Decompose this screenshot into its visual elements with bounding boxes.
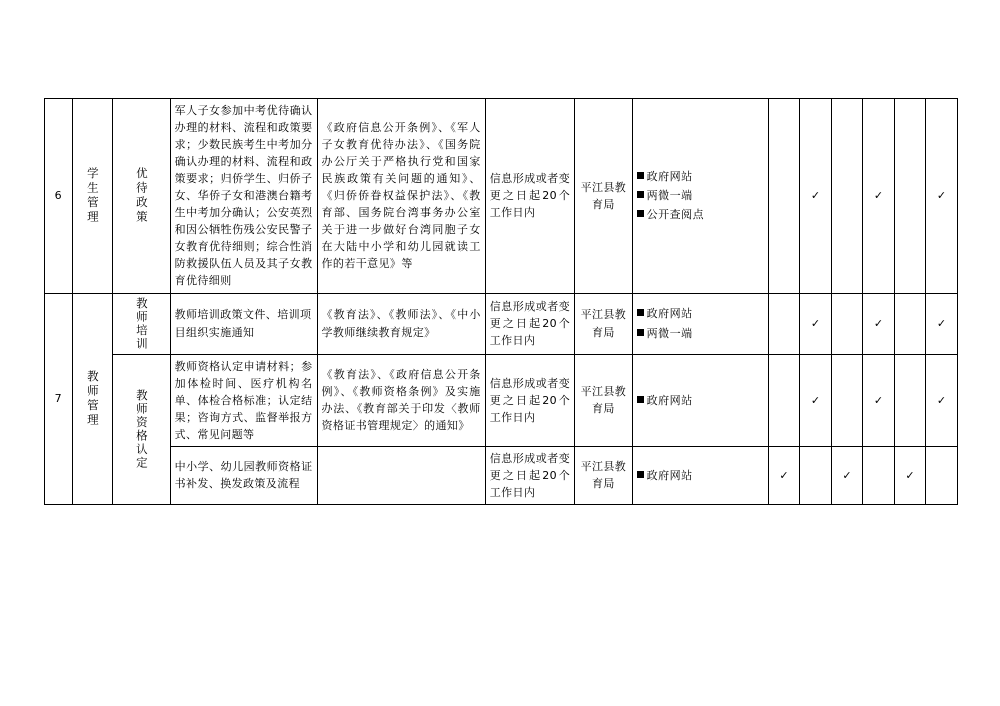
- channel-item: 两微一端: [646, 326, 693, 340]
- table-row: [45, 293, 958, 354]
- row-mark-6: [926, 446, 958, 504]
- row-mark-3: [831, 99, 863, 294]
- row-mark-5: [894, 354, 926, 446]
- row-mark-3: ✓: [831, 446, 863, 504]
- row-organ: 平江县教育局: [575, 99, 632, 294]
- row-basis: 《政府信息公开条例》、《军人子女教育优待办法》、《国务院办公厅关于严格执行党和国家民族政策有关问题的通知》、《归侨侨眷权益保护法》、《教育部、国务院台湾事务办公室关于进一步做好台湾同胞子女在大陆中小学和幼儿园就读工作的若干意见》等: [317, 99, 485, 294]
- row-subcategory-label: 教师资格认定: [134, 388, 149, 470]
- bullet-square-icon: [637, 210, 644, 217]
- row-subcategory: [113, 99, 170, 294]
- row-basis: 《教育法》、《政府信息公开条例》、《教师资格条例》及实施办法、《教育部关于印发〈教师资格证书管理规定〉的通知》: [317, 354, 485, 446]
- row-mark-5: ✓: [894, 446, 926, 504]
- row-organ: 平江县教育局: [575, 354, 632, 446]
- row-subcategory: [113, 354, 170, 504]
- row-channels: [632, 293, 768, 354]
- row-basis: 《教育法》、《教师法》、《中小学教师继续教育规定》: [317, 293, 485, 354]
- row-organ: 平江县教育局: [575, 446, 632, 504]
- table-row: [45, 354, 958, 446]
- row-mark-1: [768, 99, 800, 294]
- row-mark-4: ✓: [863, 99, 895, 294]
- row-category-label: 学生管理: [85, 166, 100, 225]
- row-mark-5: [894, 293, 926, 354]
- table-row: [45, 446, 958, 504]
- row-mark-1: ✓: [768, 446, 800, 504]
- row-category: [72, 293, 112, 504]
- row-mark-2: ✓: [800, 293, 832, 354]
- row-time-limit: 信息形成或者变更之日起20个工作日内: [485, 293, 574, 354]
- row-channels: [632, 446, 768, 504]
- row-mark-6: ✓: [926, 293, 958, 354]
- channel-item: 政府网站: [646, 169, 693, 183]
- row-content: 教师资格认定申请材料；参加体检时间、医疗机构名单、体检合格标准；认定结果；咨询方式、监督举报方式、常见问题等: [170, 354, 317, 446]
- row-mark-2: [800, 446, 832, 504]
- table-row: [45, 99, 958, 294]
- row-content: 教师培训政策文件、培训项目组织实施通知: [170, 293, 317, 354]
- bullet-square-icon: [637, 396, 644, 403]
- table-container: [44, 98, 958, 505]
- bullet-square-icon: [637, 471, 644, 478]
- row-mark-6: ✓: [926, 99, 958, 294]
- row-mark-1: [768, 354, 800, 446]
- bullet-square-icon: [637, 191, 644, 198]
- channel-item: 公开查阅点: [646, 208, 705, 222]
- row-subcategory: [113, 293, 170, 354]
- bullet-square-icon: [637, 329, 644, 336]
- row-content: 中小学、幼儿园教师资格证书补发、换发政策及流程: [170, 446, 317, 504]
- disclosure-table: [44, 98, 958, 505]
- row-index: 6: [45, 99, 73, 294]
- row-channels: [632, 99, 768, 294]
- channel-item: 政府网站: [646, 393, 693, 407]
- row-mark-2: ✓: [800, 99, 832, 294]
- bullet-square-icon: [637, 309, 644, 316]
- row-category-label: 教师管理: [85, 369, 100, 428]
- row-mark-4: ✓: [863, 354, 895, 446]
- row-time-limit: 信息形成或者变更之日起20个工作日内: [485, 354, 574, 446]
- row-mark-1: [768, 293, 800, 354]
- row-time-limit: 信息形成或者变更之日起20个工作日内: [485, 99, 574, 294]
- bullet-square-icon: [637, 172, 644, 179]
- channel-item: 政府网站: [646, 468, 693, 482]
- row-subcategory-label: 优待政策: [134, 166, 149, 225]
- row-content: 军人子女参加中考优待确认办理的材料、流程和政策要求；少数民族考生中考加分确认办理的材料、流程和政策要求；归侨学生、归侨子女、华侨子女和港澳台籍考生中考加分确认；公安英烈和因公牺牲伤残公安民警子女教育优待细则；综合性消防救援队伍人员及其子女教育优待细则: [170, 99, 317, 294]
- row-mark-3: [831, 354, 863, 446]
- row-mark-2: ✓: [800, 354, 832, 446]
- channel-item: 两微一端: [646, 189, 693, 203]
- row-organ: 平江县教育局: [575, 293, 632, 354]
- row-mark-5: [894, 99, 926, 294]
- row-category: [72, 99, 112, 294]
- row-mark-4: ✓: [863, 293, 895, 354]
- row-channels: [632, 354, 768, 446]
- row-mark-3: [831, 293, 863, 354]
- row-time-limit: 信息形成或者变更之日起20个工作日内: [485, 446, 574, 504]
- row-mark-6: ✓: [926, 354, 958, 446]
- row-mark-4: [863, 446, 895, 504]
- channel-item: 政府网站: [646, 307, 693, 321]
- row-subcategory-label: 教师培训: [134, 296, 149, 351]
- row-index: 7: [45, 293, 73, 504]
- row-basis: [317, 446, 485, 504]
